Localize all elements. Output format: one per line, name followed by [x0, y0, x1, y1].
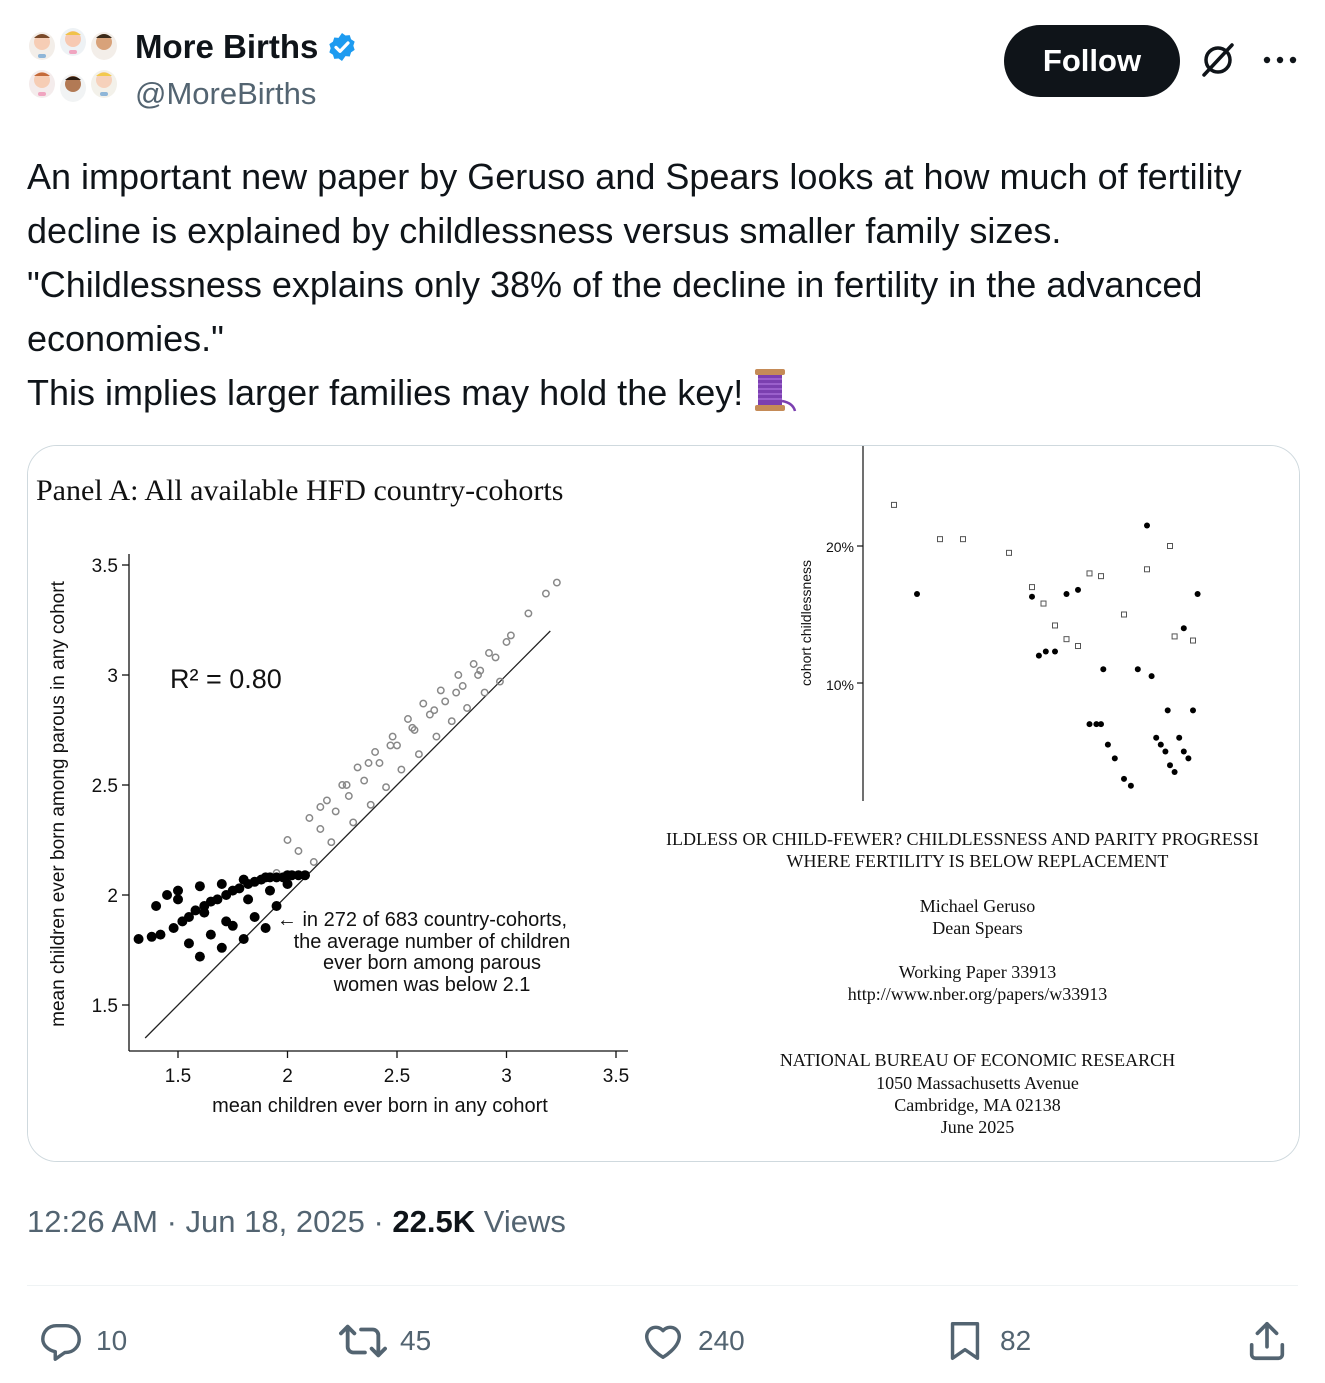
- filled-point: [162, 890, 172, 900]
- filled-point: [1075, 587, 1081, 593]
- x-tick-label: 3.5: [602, 1066, 630, 1087]
- filled-point: [195, 952, 205, 962]
- x-tick-label: 1.5: [164, 1066, 192, 1087]
- x-tick-label: 3: [501, 1066, 512, 1087]
- filled-point: [195, 881, 205, 891]
- filled-point: [300, 870, 310, 880]
- filled-point: [1195, 591, 1201, 597]
- filled-point: [1105, 742, 1111, 748]
- hollow-point: [431, 707, 437, 713]
- hollow-point: [492, 654, 498, 660]
- hollow-point: [481, 689, 487, 695]
- hollow-point: [368, 802, 374, 808]
- tweet-time[interactable]: 12:26 AM: [27, 1204, 158, 1239]
- filled-point: [1087, 721, 1093, 727]
- filled-point: [151, 901, 161, 911]
- filled-point: [217, 879, 227, 889]
- follow-button[interactable]: Follow: [1004, 25, 1180, 97]
- filled-point: [1158, 742, 1164, 748]
- filled-point: [1043, 648, 1049, 654]
- y-axis-label: mean children ever born among parous in any cohort: [48, 581, 69, 1027]
- filled-point: [283, 870, 293, 880]
- hollow-point: [508, 632, 514, 638]
- filled-point: [239, 875, 249, 885]
- filled-point: [199, 908, 209, 918]
- ytick-20: 20%: [825, 539, 854, 555]
- annotation-line-2: the average number of children: [293, 931, 571, 953]
- filled-point: [212, 894, 222, 904]
- author-name-row: [135, 28, 358, 66]
- hollow-point: [486, 650, 492, 656]
- author-display-name[interactable]: More Births: [135, 28, 319, 65]
- hollow-point: [398, 766, 404, 772]
- y-tick-label: 2: [107, 886, 118, 907]
- filled-point: [173, 894, 183, 904]
- repost-button[interactable]: [338, 1318, 431, 1364]
- paper-address-2: Cambridge, MA 02138: [894, 1095, 1061, 1115]
- hollow-point: [361, 777, 367, 783]
- hollow-point: [470, 661, 476, 667]
- hollow-point: [350, 819, 356, 825]
- hollow-point: [387, 742, 393, 748]
- hollow-point: [416, 751, 422, 757]
- x-axis-label: mean children ever born in any cohort: [212, 1095, 548, 1117]
- hollow-point: [365, 760, 371, 766]
- meta-separator: ·: [373, 1204, 393, 1239]
- filled-point: [1176, 735, 1182, 741]
- paper-author-1: Michael Geruso: [919, 896, 1036, 916]
- x-tick-label: 2: [282, 1066, 293, 1087]
- reply-button[interactable]: [38, 1318, 127, 1364]
- filled-point: [134, 934, 144, 944]
- views-label: Views: [483, 1204, 566, 1239]
- y-tick-label: 3.5: [91, 556, 118, 577]
- hollow-point: [460, 683, 466, 689]
- hollow-point: [455, 672, 461, 678]
- reply-count: 10: [96, 1325, 128, 1356]
- hollow-point: [354, 764, 360, 770]
- hollow-point: [438, 687, 444, 693]
- paper-address-1: 1050 Massachusetts Avenue: [876, 1073, 1079, 1093]
- bookmark-button[interactable]: [942, 1318, 1031, 1364]
- filled-point: [1128, 783, 1134, 789]
- like-count: 240: [698, 1325, 745, 1356]
- filled-point: [1181, 749, 1187, 755]
- hollow-point: [442, 698, 448, 704]
- filled-point: [1185, 755, 1191, 761]
- y-tick-label: 3: [107, 666, 118, 687]
- filled-point: [1172, 769, 1178, 775]
- filled-point: [239, 934, 249, 944]
- filled-point: [250, 912, 260, 922]
- paper-working-paper: Working Paper 33913: [898, 962, 1057, 982]
- paper-author-2: Dean Spears: [932, 918, 1023, 938]
- hollow-point: [332, 808, 338, 814]
- grok-slash-icon[interactable]: [1198, 40, 1238, 80]
- filled-point: [1121, 776, 1127, 782]
- meta-separator: ·: [166, 1204, 186, 1239]
- filled-point: [1144, 522, 1150, 528]
- paper-title-line-2: WHERE FERTILITY IS BELOW REPLACEMENT: [786, 851, 1169, 871]
- filled-point: [1100, 666, 1106, 672]
- filled-point: [1167, 762, 1173, 768]
- hollow-point: [543, 590, 549, 596]
- filled-point: [1165, 707, 1171, 713]
- hollow-point: [295, 848, 301, 854]
- hollow-point: [433, 733, 439, 739]
- paper-institution: NATIONAL BUREAU OF ECONOMIC RESEARCH: [779, 1050, 1176, 1070]
- tweet-text: [27, 150, 1297, 420]
- repost-count: 45: [400, 1325, 432, 1356]
- filled-point: [265, 886, 275, 896]
- hollow-point: [554, 579, 560, 585]
- filled-point: [1190, 707, 1196, 713]
- hollow-point: [328, 839, 334, 845]
- y-tick-label: 1.5: [91, 996, 118, 1017]
- filled-point: [914, 591, 920, 597]
- hollow-point: [306, 815, 312, 821]
- ytick-10: 10%: [825, 677, 854, 693]
- filled-point: [184, 938, 194, 948]
- filled-point: [261, 923, 271, 933]
- filled-point: [169, 923, 179, 933]
- chart-a-plot: [28, 446, 655, 1161]
- tweet-date[interactable]: Jun 18, 2025: [185, 1204, 365, 1239]
- y-tick-label: 2.5: [91, 776, 118, 797]
- paper-title-line-1: ILDLESS OR CHILD-FEWER? CHILDLESSNESS AND PARITY PROGRESSI: [666, 829, 1259, 849]
- filled-point: [283, 879, 293, 889]
- filled-point: [1036, 653, 1042, 659]
- heart-icon: [640, 1318, 686, 1364]
- filled-point: [217, 943, 227, 953]
- annotation-line-4: women was below 2.1: [333, 974, 531, 996]
- filled-point: [1162, 749, 1168, 755]
- baby-faces-avatar-icon[interactable]: [26, 24, 120, 118]
- verified-badge-icon: [326, 31, 358, 63]
- filled-point: [221, 916, 231, 926]
- hollow-point: [503, 639, 509, 645]
- hollow-point: [464, 705, 470, 711]
- hollow-point: [317, 826, 323, 832]
- paper-cover-panel[interactable]: [656, 446, 1299, 1161]
- hollow-point: [405, 716, 411, 722]
- hollow-point: [346, 793, 352, 799]
- tweet-body: An important new paper by Geruso and Spears looks at how much of fertility decline is explained by childlessness versus smaller family sizes. "Childlessness explains only 38% of the decline in fertility in the advanced economies." This implies larger families may hold the key!: [27, 156, 1242, 413]
- hollow-point: [343, 782, 349, 788]
- hollow-point: [420, 700, 426, 706]
- filled-point: [261, 872, 271, 882]
- filled-point: [1052, 648, 1058, 654]
- spool-of-thread-emoji-icon: [749, 367, 797, 413]
- like-button[interactable]: [640, 1318, 745, 1364]
- filled-point: [243, 894, 253, 904]
- views-count: 22.5K: [392, 1204, 476, 1239]
- hollow-point: [383, 784, 389, 790]
- hollow-point: [284, 837, 290, 843]
- filled-point: [1029, 594, 1035, 600]
- hollow-point: [376, 760, 382, 766]
- bookmark-icon: [942, 1318, 988, 1364]
- tweet-meta: [27, 1204, 566, 1240]
- panel-a-chart[interactable]: [28, 446, 655, 1161]
- hollow-point: [525, 610, 531, 616]
- filled-point: [155, 930, 165, 940]
- divider: [27, 1285, 1298, 1286]
- hollow-point: [372, 749, 378, 755]
- filled-point: [1181, 625, 1187, 631]
- more-dots-icon[interactable]: [1260, 48, 1300, 72]
- reply-icon: [38, 1318, 84, 1364]
- filled-point: [191, 905, 201, 915]
- paper-url: http://www.nber.org/papers/w33913: [847, 984, 1108, 1004]
- hollow-point: [311, 859, 317, 865]
- hollow-point: [324, 797, 330, 803]
- chart-a-title: Panel A: All available HFD country-cohorts: [36, 474, 564, 507]
- hollow-point: [453, 689, 459, 695]
- annotation-line-3: ever born among parous: [323, 952, 541, 974]
- hollow-point: [449, 718, 455, 724]
- bookmark-count: 82: [1000, 1325, 1032, 1356]
- repost-icon: [338, 1318, 388, 1364]
- x-tick-label: 2.5: [383, 1066, 411, 1087]
- hollow-point: [394, 742, 400, 748]
- filled-point: [1153, 735, 1159, 741]
- childlessness-chart: [656, 446, 1299, 806]
- share-icon: [1244, 1318, 1290, 1364]
- media-card[interactable]: [27, 445, 1300, 1162]
- filled-point: [234, 883, 244, 893]
- filled-point: [173, 886, 183, 896]
- filled-point: [147, 932, 157, 942]
- hollow-point: [317, 804, 323, 810]
- paper-date: June 2025: [940, 1117, 1015, 1137]
- r-squared-label: R² = 0.80: [170, 664, 282, 694]
- filled-point: [1064, 591, 1070, 597]
- filled-point: [1093, 721, 1099, 727]
- childlessness-ylabel: cohort childlessness: [798, 559, 814, 686]
- filled-point: [1149, 673, 1155, 679]
- hollow-point: [389, 733, 395, 739]
- filled-point: [206, 930, 216, 940]
- share-button[interactable]: [1244, 1318, 1290, 1364]
- annotation-line-1: ← in 272 of 683 country-cohorts,: [276, 909, 568, 931]
- author-handle[interactable]: @MoreBirths: [135, 76, 317, 111]
- filled-point: [1112, 755, 1118, 761]
- filled-point: [1135, 666, 1141, 672]
